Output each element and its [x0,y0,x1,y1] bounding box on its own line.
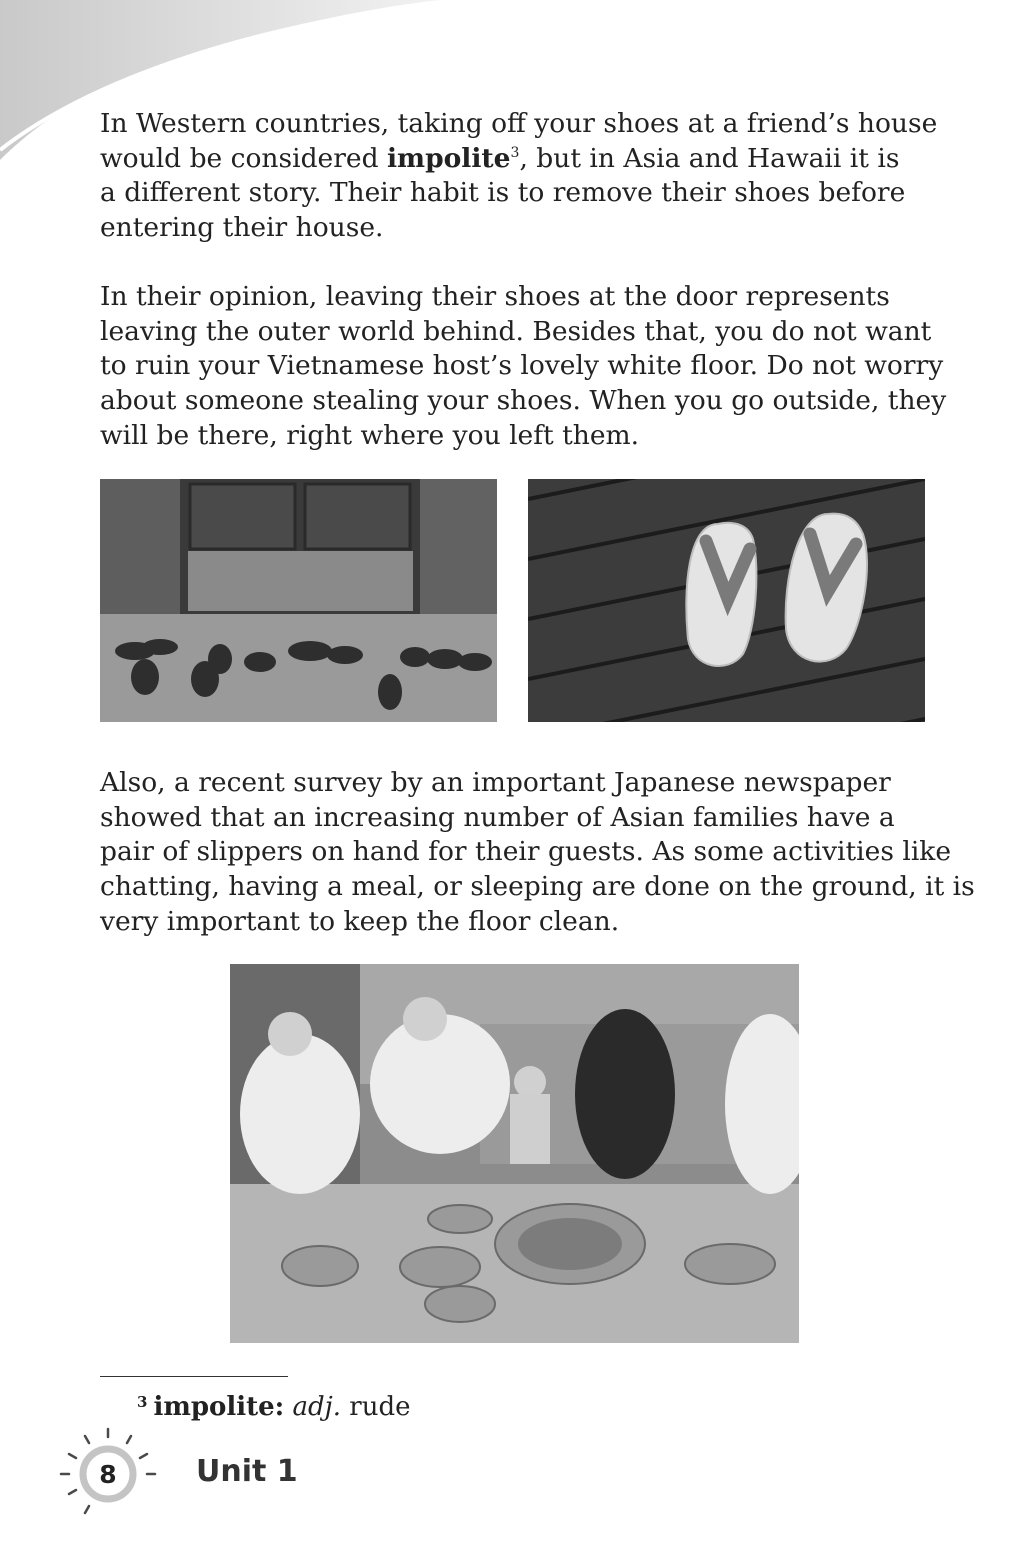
glossary-term: impolite [386,142,511,174]
footnote-divider [100,1376,288,1377]
paragraph-line: to ruin your Vietnamese host’s lovely white floor. Do not worry [100,350,944,382]
paragraph-line: a different story. Their habit is to remove their shoes before [100,177,906,209]
footnote-marker: 3 [137,1393,148,1411]
footnote-part-of-speech: adj. [292,1392,341,1422]
paragraph-line: about someone stealing your shoes. When you go outside, they [100,385,947,417]
text-fragment: would be considered [100,142,387,174]
paragraph-line: Also, a recent survey by an important Japanese newspaper [100,767,891,798]
paragraph-line: In Western countries, taking off your shoes at a friend’s house [100,108,938,139]
paragraph-line: entering their house. [100,212,384,244]
footnote-marker[interactable]: 3 [510,144,520,161]
paragraph-1 [100,107,940,246]
paragraph-line: pair of slippers on hand for their guests. As some activities like [100,836,952,868]
page-number: 8 [99,1460,117,1489]
paragraph-2 [100,280,947,454]
footnote [137,1390,410,1424]
paragraph-line: chatting, having a meal, or sleeping are done on the ground, it is [100,871,975,903]
photo-shoes-at-door [100,479,497,722]
paragraph-line [100,142,940,177]
paragraph-line: In their opinion, leaving their shoes at the door represents [100,281,890,312]
unit-label: Unit 1 [196,1454,298,1489]
paragraph-line: leaving the outer world behind. Besides that, you do not want [100,315,932,347]
paragraph-line: very important to keep the floor clean. [100,905,620,937]
paragraph-line: will be there, right where you left them. [100,419,640,451]
footnote-term: impolite: [153,1392,285,1422]
paragraph-3 [100,766,975,940]
photo-slippers-on-deck [528,479,925,722]
paragraph-line: showed that an increasing number of Asian families have a [100,801,895,833]
text-fragment: , but in Asia and Hawaii it is [519,142,900,174]
photo-family-meal-on-floor [230,964,799,1343]
footnote-definition: rude [349,1392,411,1422]
